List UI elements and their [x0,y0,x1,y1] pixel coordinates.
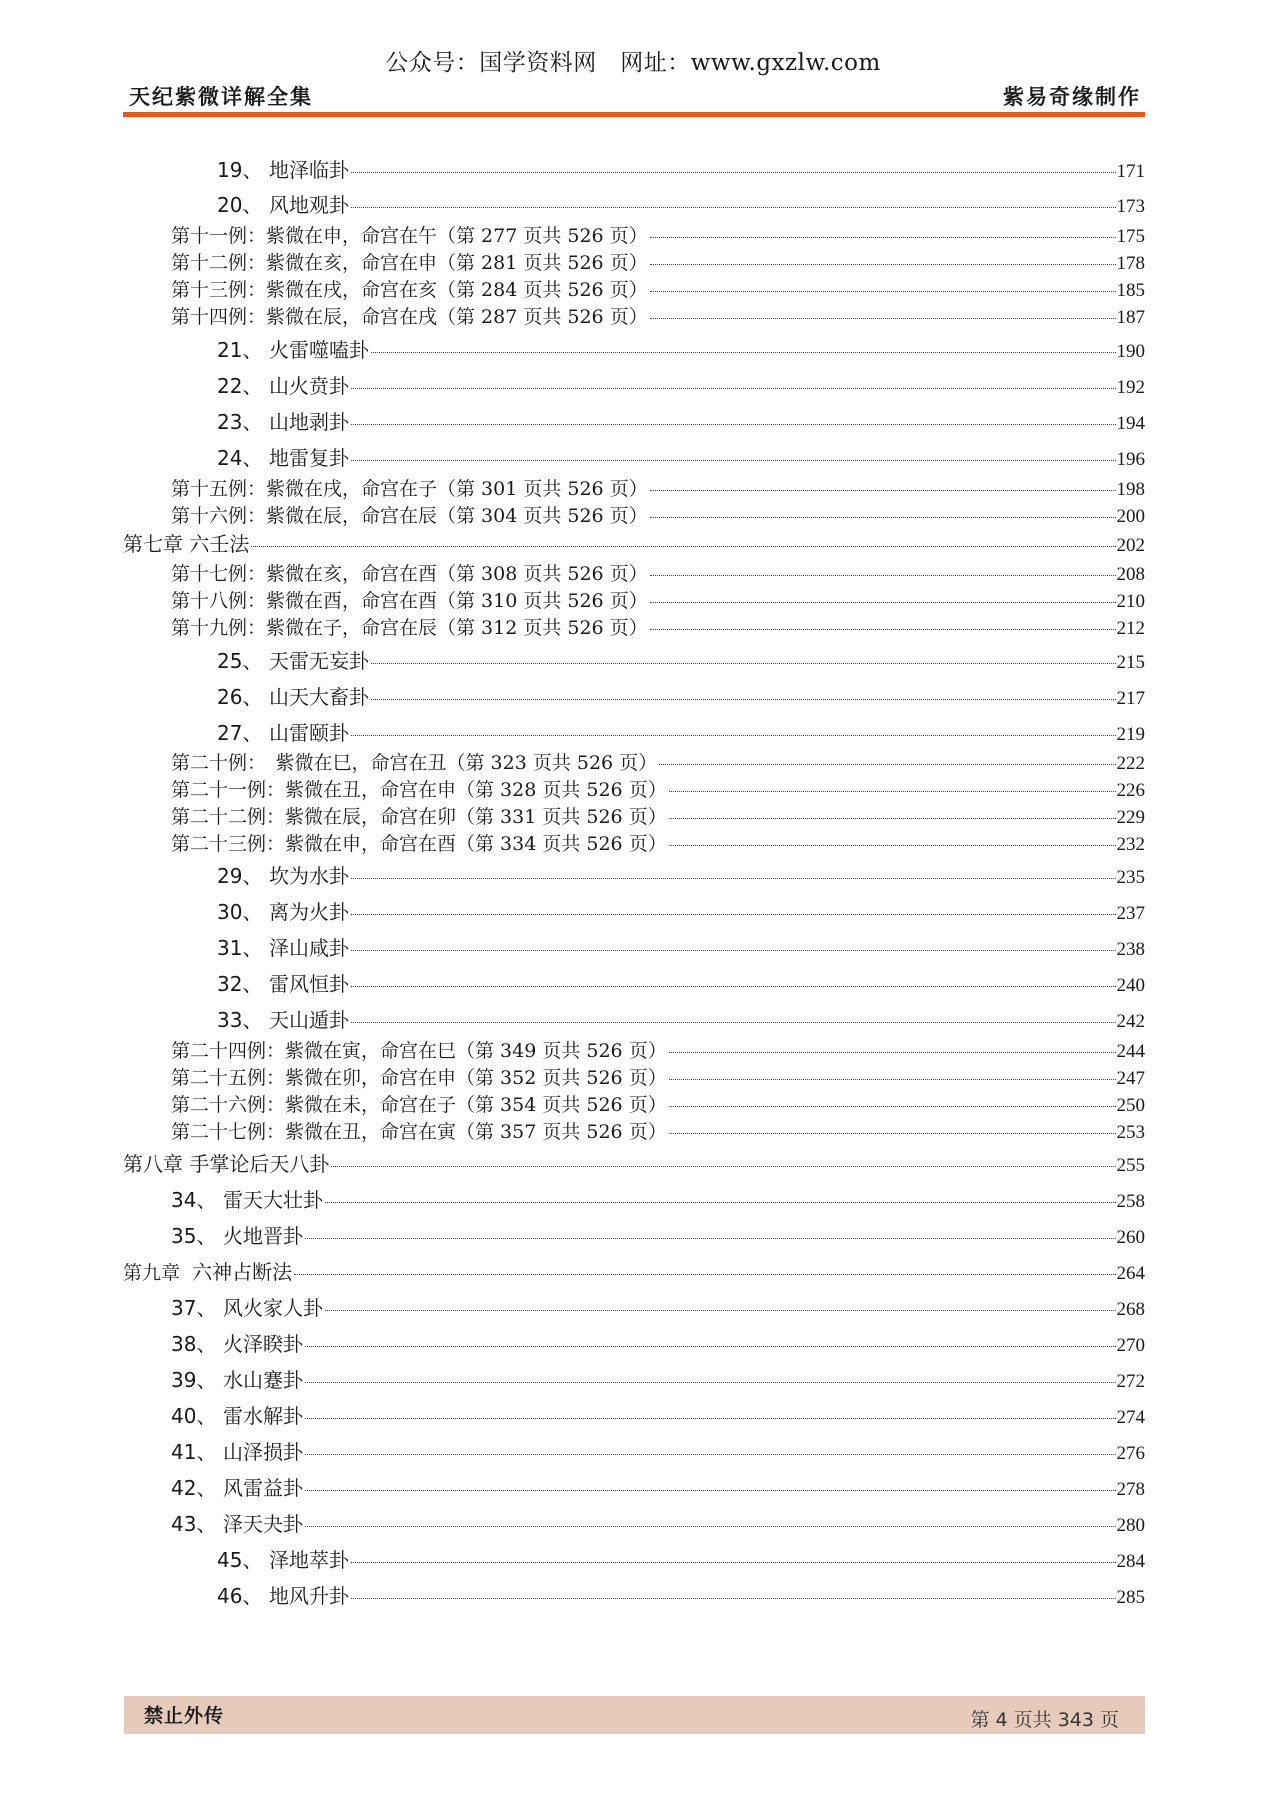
toc-entry-label [217,442,349,471]
section-title: 雷水解卦 [223,1404,303,1428]
toc-entry-label: 第十六例：紫微在辰，命宫在辰（第 304 页共 526 页） [171,505,648,527]
section-number: 42、 [171,1476,217,1500]
section-title: 坎为水卦 [269,864,349,888]
section-number: 21、 [217,338,263,362]
toc-entry-label [171,1328,303,1357]
toc-entry[interactable] [123,1256,1145,1285]
toc-entry[interactable] [171,275,1145,302]
dot-leader [351,460,1116,461]
toc-page-number: 202 [1116,535,1145,556]
toc-entry-label: 第二十五例：紫微在卯，命宫在申（第 352 页共 526 页） [171,1067,667,1089]
dot-leader [650,318,1116,319]
toc-page-number: 242 [1116,1011,1145,1032]
chapter-prefix: 第九章 [123,1262,181,1284]
dot-leader [659,764,1115,765]
toc-entry-label: 第二十二例：紫微在辰，命宫在卯（第 331 页共 526 页） [171,806,667,828]
toc-entry[interactable] [171,1472,1145,1501]
toc-entry[interactable] [171,1090,1145,1117]
section-title: 风雷益卦 [223,1476,303,1500]
dot-leader [351,878,1116,879]
toc-page-number: 192 [1116,377,1145,398]
section-number: 46、 [217,1584,263,1608]
toc-entry-label: 第十五例：紫微在戌，命宫在子（第 301 页共 526 页） [171,478,648,500]
dot-leader [351,388,1116,389]
toc-entry-label [217,1004,349,1033]
toc-entry-label: 第十一例：紫微在申，命宫在午（第 277 页共 526 页） [171,225,648,247]
toc-page-number: 210 [1116,591,1145,612]
dot-leader [351,735,1116,736]
toc-page-number: 274 [1116,1407,1145,1428]
footer-notice: 禁止外传 [144,1705,225,1727]
toc-entry-label [171,1292,323,1321]
dot-leader [351,986,1116,987]
toc-page-number: 250 [1116,1095,1145,1116]
dot-leader [331,1166,1115,1167]
toc-entry-label [217,1580,349,1609]
toc-entry[interactable] [217,1004,1145,1033]
toc-entry[interactable] [171,829,1145,856]
toc-entry[interactable] [171,474,1145,501]
toc-entry-label [171,1364,303,1393]
toc-entry-label: 第十八例：紫微在酉，命宫在酉（第 310 页共 526 页） [171,590,648,612]
toc-page-number: 215 [1116,652,1145,673]
section-title: 火地晋卦 [223,1224,303,1248]
dot-leader [669,791,1116,792]
chapter-title: 六神占断法 [192,1260,293,1284]
section-number: 32、 [217,972,263,996]
toc-entry[interactable] [217,370,1145,399]
toc-page-number: 260 [1116,1227,1145,1248]
section-number: 40、 [171,1404,217,1428]
toc-page-number: 264 [1116,1263,1145,1284]
section-title: 离为火卦 [269,900,349,924]
toc-page-number: 270 [1116,1335,1145,1356]
section-number: 20、 [217,193,263,217]
toc-entry-label [217,860,349,889]
toc-entry[interactable] [217,1544,1145,1573]
dot-leader [351,950,1116,951]
toc-page-number: 258 [1116,1191,1145,1212]
dot-leader [294,1274,1115,1275]
toc-entry-label: 第十九例：紫微在子，命宫在辰（第 312 页共 526 页） [171,617,648,639]
dot-leader [351,914,1116,915]
toc-entry[interactable] [171,1292,1145,1321]
toc-entry-label [217,334,369,363]
toc-page-number: 217 [1116,688,1145,709]
dot-leader [351,172,1116,173]
section-number: 45、 [217,1548,263,1572]
dot-leader [305,1454,1116,1455]
dot-leader [305,1346,1116,1347]
dot-leader [351,207,1116,208]
dot-leader [650,291,1116,292]
toc-entry[interactable] [171,302,1145,329]
section-number: 38、 [171,1332,217,1356]
toc-entry-label [217,896,349,925]
section-number: 22、 [217,374,263,398]
section-title: 山泽损卦 [223,1440,303,1464]
dot-leader [650,629,1116,630]
dot-leader [669,818,1116,819]
toc-entry[interactable] [171,1220,1145,1249]
section-number: 29、 [217,864,263,888]
section-title: 山雷颐卦 [269,721,349,745]
toc-page-number: 238 [1116,939,1145,960]
toc-entry[interactable] [171,1436,1145,1465]
toc-entry-label [217,717,349,746]
dot-leader [305,1382,1116,1383]
toc-entry-label [171,1184,323,1213]
toc-page-number: 222 [1116,753,1145,774]
section-number: 35、 [171,1224,217,1248]
section-number: 39、 [171,1368,217,1392]
toc-page-number: 280 [1116,1515,1145,1536]
toc-entry-label: 第二十一例：紫微在丑，命宫在申（第 328 页共 526 页） [171,779,667,801]
toc-entry[interactable] [217,860,1145,889]
dot-leader [650,517,1116,518]
toc-entry[interactable] [217,932,1145,961]
section-number: 19、 [217,158,263,182]
toc-entry[interactable] [171,1184,1145,1213]
toc-entry-label [171,1436,303,1465]
toc-entry[interactable] [171,1117,1145,1144]
toc-entry-label [171,1472,303,1501]
toc-entry[interactable] [171,221,1145,248]
toc-page-number: 198 [1116,479,1145,500]
section-number: 30、 [217,900,263,924]
toc-entry-label: 第十三例：紫微在戌，命宫在亥（第 284 页共 526 页） [171,279,648,301]
toc-entry-label: 第二十四例：紫微在寅，命宫在巳（第 349 页共 526 页） [171,1040,667,1062]
site-info-line: 公众号：国学资料网 网址：www.gxzlw.com [385,50,881,76]
toc-page-number: 226 [1116,780,1145,801]
dot-leader [325,1202,1116,1203]
section-title: 水山蹇卦 [223,1368,303,1392]
section-title: 泽山咸卦 [269,936,349,960]
toc-page-number: 276 [1116,1443,1145,1464]
section-number: 31、 [217,936,263,960]
dot-leader [650,602,1116,603]
section-title: 地雷复卦 [269,446,349,470]
toc-entry-label [217,189,349,218]
toc-entry-label [217,968,349,997]
section-number: 25、 [217,649,263,673]
section-number: 41、 [171,1440,217,1464]
toc-entry-label [217,1544,349,1573]
toc-entry-label: 第二十六例：紫微在未，命宫在子（第 354 页共 526 页） [171,1094,667,1116]
toc-entry[interactable] [171,1328,1145,1357]
dot-leader [669,1079,1116,1080]
book-title: 天纪紫微详解全集 [129,85,313,109]
toc-page-number: 200 [1116,506,1145,527]
dot-leader [305,1490,1116,1491]
section-title: 地风升卦 [269,1584,349,1608]
section-title: 风地观卦 [269,193,349,217]
dot-leader [650,264,1116,265]
toc-entry-label [171,1400,303,1429]
section-number: 23、 [217,410,263,434]
section-number: 24、 [217,446,263,470]
toc-page-number: 247 [1116,1068,1145,1089]
dot-leader [669,1106,1116,1107]
dot-leader [351,1598,1116,1599]
toc-entry[interactable] [171,1063,1145,1090]
toc-entry[interactable] [171,501,1145,528]
section-title: 火泽睽卦 [223,1332,303,1356]
toc-page-number: 178 [1116,253,1145,274]
dot-leader [371,663,1116,664]
page-number: 第 4 页共 343 页 [970,1709,1119,1731]
producer-credit: 紫易奇缘制作 [1003,85,1141,109]
toc-entry-label [171,1508,303,1537]
toc-page-number: 232 [1116,834,1145,855]
toc-entry[interactable] [171,613,1145,640]
toc-page-number: 219 [1116,724,1145,745]
toc-entry[interactable] [171,775,1145,802]
toc-entry[interactable] [123,1148,1145,1177]
toc-entry-label [217,370,349,399]
section-title: 山天大畜卦 [269,685,369,709]
dot-leader [351,1562,1116,1563]
toc-page-number: 187 [1116,307,1145,328]
toc-page-number: 194 [1116,413,1145,434]
dot-leader [305,1238,1116,1239]
section-number: 37、 [171,1296,217,1320]
toc-entry-label [217,681,369,710]
section-title: 雷天大壮卦 [223,1188,323,1212]
toc-entry-label [217,645,369,674]
toc-page-number: 208 [1116,564,1145,585]
toc-entry-label [123,1256,292,1285]
toc-entry-label: 第二十三例：紫微在申，命宫在酉（第 334 页共 526 页） [171,833,667,855]
toc-page-number: 196 [1116,449,1145,470]
toc-page-number: 212 [1116,618,1145,639]
toc-entry-label: 第二十例： 紫微在巳，命宫在丑（第 323 页共 526 页） [171,752,658,774]
dot-leader [669,845,1116,846]
dot-leader [371,699,1116,700]
toc-entry[interactable] [217,681,1145,710]
page-footer [124,1696,1145,1734]
toc-page-number: 237 [1116,903,1145,924]
toc-entry-label [217,932,349,961]
toc-entry-label [217,154,349,183]
toc-page-number: 284 [1116,1551,1145,1572]
dot-leader [650,237,1116,238]
toc-entry-label: 第十四例：紫微在辰，命宫在戌（第 287 页共 526 页） [171,306,648,328]
toc-page-number: 253 [1116,1122,1145,1143]
dot-leader [305,1526,1116,1527]
toc-entry[interactable] [171,748,1145,775]
toc-page-number: 171 [1116,161,1145,182]
toc-page-number: 278 [1116,1479,1145,1500]
section-title: 泽天夬卦 [223,1512,303,1536]
toc-page-number: 235 [1116,867,1145,888]
toc-entry[interactable] [217,189,1145,218]
toc-page-number: 173 [1116,196,1145,217]
section-title: 火雷噬嗑卦 [269,338,369,362]
section-title: 雷风恒卦 [269,972,349,996]
section-number: 26、 [217,685,263,709]
toc-entry-label [217,406,349,435]
toc-page-number: 244 [1116,1041,1145,1062]
toc-entry[interactable] [171,802,1145,829]
toc-entry-label [171,1220,303,1249]
toc-entry[interactable] [171,1400,1145,1429]
section-number: 34、 [171,1188,217,1212]
toc-entry[interactable] [123,528,1145,557]
toc-page-number: 272 [1116,1371,1145,1392]
toc-entry[interactable] [217,717,1145,746]
dot-leader [669,1133,1116,1134]
toc-entry[interactable] [217,406,1145,435]
toc-entry-label: 第二十七例：紫微在丑，命宫在寅（第 357 页共 526 页） [171,1121,667,1143]
toc-page-number: 175 [1116,226,1145,247]
toc-entry[interactable] [171,559,1145,586]
toc-entry-label: 第十二例：紫微在亥，命宫在申（第 281 页共 526 页） [171,252,648,274]
toc-entry[interactable] [217,645,1145,674]
toc-entry-label: 第八章 手掌论后天八卦 [123,1152,330,1176]
section-number: 27、 [217,721,263,745]
dot-leader [351,1022,1116,1023]
section-title: 山地剥卦 [269,410,349,434]
toc-entry[interactable] [217,968,1145,997]
toc-entry[interactable] [171,586,1145,613]
dot-leader [325,1310,1116,1311]
toc-entry[interactable] [171,1508,1145,1537]
dot-leader [305,1418,1116,1419]
section-title: 风火家人卦 [223,1296,323,1320]
toc-page-number: 285 [1116,1587,1145,1608]
toc-entry[interactable] [217,1580,1145,1609]
toc-entry[interactable] [217,154,1145,183]
dot-leader [251,546,1115,547]
dot-leader [650,490,1116,491]
toc-entry[interactable] [217,442,1145,471]
toc-entry[interactable] [171,1364,1145,1393]
toc-page-number: 268 [1116,1299,1145,1320]
toc-entry[interactable] [217,334,1145,363]
dot-leader [669,1052,1116,1053]
toc-entry[interactable] [171,1036,1145,1063]
dot-leader [351,424,1116,425]
toc-page-number: 240 [1116,975,1145,996]
section-title: 天雷无妄卦 [269,649,369,673]
toc-page-number: 229 [1116,807,1145,828]
dot-leader [371,352,1116,353]
toc-page-number: 190 [1116,341,1145,362]
toc-page-number: 185 [1116,280,1145,301]
toc-page-number: 255 [1116,1155,1145,1176]
toc-entry-label: 第十七例：紫微在亥，命宫在酉（第 308 页共 526 页） [171,563,648,585]
section-number: 43、 [171,1512,217,1536]
toc-entry[interactable] [217,896,1145,925]
section-title: 地泽临卦 [269,158,349,182]
section-title: 山火贲卦 [269,374,349,398]
section-title: 泽地萃卦 [269,1548,349,1572]
toc-entry[interactable] [171,248,1145,275]
section-number: 33、 [217,1008,263,1032]
dot-leader [650,575,1116,576]
section-title: 天山遁卦 [269,1008,349,1032]
toc-entry-label: 第七章 六壬法 [123,532,250,556]
